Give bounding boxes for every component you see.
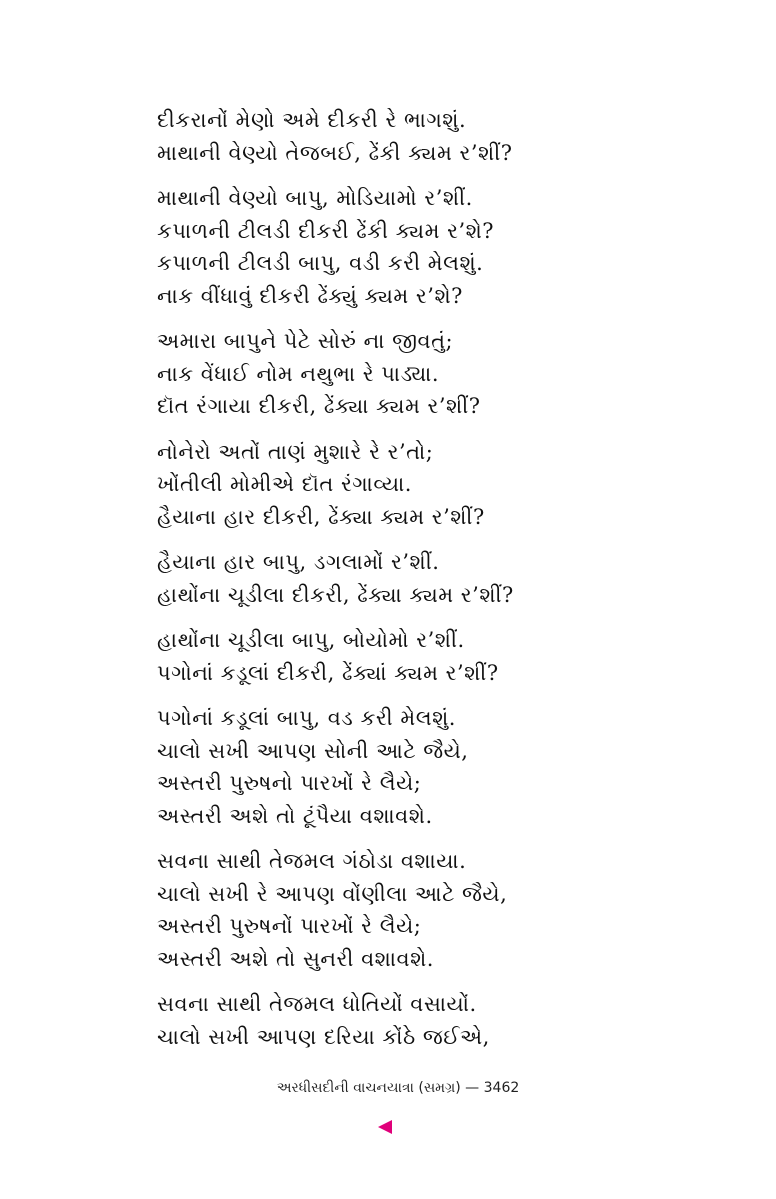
poem-line: ચાલો સખી આપણ દરિયા કોંઠે જઈએ, [157,1024,490,1049]
poem-line: અસ્તરી અશે તો ટૂંપૈયા વશાવશે. [157,803,433,828]
poem-line: અસ્તરી પુરુષનો પારખોં રે લૈયે; [157,771,422,795]
poem-line: ખોંતીલી મોમીએ દૉત રંગાવ્યા. [157,472,412,496]
stanza [157,988,717,1053]
page-footer: અરધીસદીની વાચનયાત્રા (સમગ્ર) — 3462 [276,1080,520,1096]
poem-line: હૈયાના હાર દીકરી, ઢેંક્યા ક્યમ ર’શીં? [157,504,485,529]
stanza [157,702,717,832]
poem-line: દૉત રંગાયા દીકરી, ઢેંક્યા ક્યમ ર’શીં? [157,394,481,418]
poem-line: માથાની વેણ્યો તેજબઈ, ઢેંકી ક્યમ ર’શીં? [157,140,513,165]
poem-line: નાક વીંધાવું દીકરી ઢેંક્યું ક્યમ ર’શે? [157,283,463,308]
poem-line: ચાલો સખી આપણ સોની આટે જૈયે, [157,738,469,763]
stanza [157,182,717,312]
poem-line: હાથોંના ચૂડીલા બાપુ, બોયોમો ર’શીં. [157,628,465,652]
stanza [157,436,717,534]
poem-line: ચાલો સખી રે આપણ વોંણીલા આટે જૈયે, [157,881,508,906]
stanza [157,546,717,611]
poem-line: નોનેરો અતોં તાણં મુશારે રે ર’તો; [157,439,434,464]
poem-line: અસ્તરી અશે તો સુનરી વશાવશે. [157,946,434,971]
poem-line: પગોનાં કડૂલાં દીકરી, ઢેંક્યાં ક્યમ ર’શીં? [157,660,499,685]
poem [157,104,717,1066]
poem-line: કપાળની ટીલડી બાપુ, વડી કરી મેલશું. [157,251,484,275]
poem-line: નાક વેંધાઈ નોમ નથુભા રે પાડ્યા. [157,361,439,386]
poem-line: દીકરાનોં મેણો અમે દીકરી રે ભાગશું. [157,108,467,132]
poem-line: હાથોંના ચૂડીલા દીકરી, ઢેંક્યા ક્યમ ર’શીં? [157,582,514,607]
poem-line: કપાળની ટીલડી દીકરી ઢેંકી ક્યમ ર’શે? [157,218,495,243]
poem-line: હૈયાના હાર બાપુ, ડગલામોં ર’શીં. [157,550,440,574]
poem-line: પગોનાં કડૂલાં બાપુ, વડ કરી મેલશું. [157,706,456,730]
poem-line: સવના સાથી તેજમલ ધોતિયોં વસાયોં. [157,992,477,1016]
poem-line: અમારા બાપુને પેટે સોરું ના જીવતું; [157,329,454,353]
poem-line: સવના સાથી તેજમલ ગંઠોડા વશાયા. [157,849,467,873]
previous-page-icon[interactable] [378,1120,392,1134]
poem-line: માથાની વેણ્યો બાપુ, મોડિયામો ર’શીં. [157,186,473,210]
poem-line: અસ્તરી પુરુષનોં પારખોં રે લૈયે; [157,914,422,938]
stanza [157,845,717,975]
stanza [157,104,717,169]
stanza [157,624,717,689]
stanza [157,325,717,423]
